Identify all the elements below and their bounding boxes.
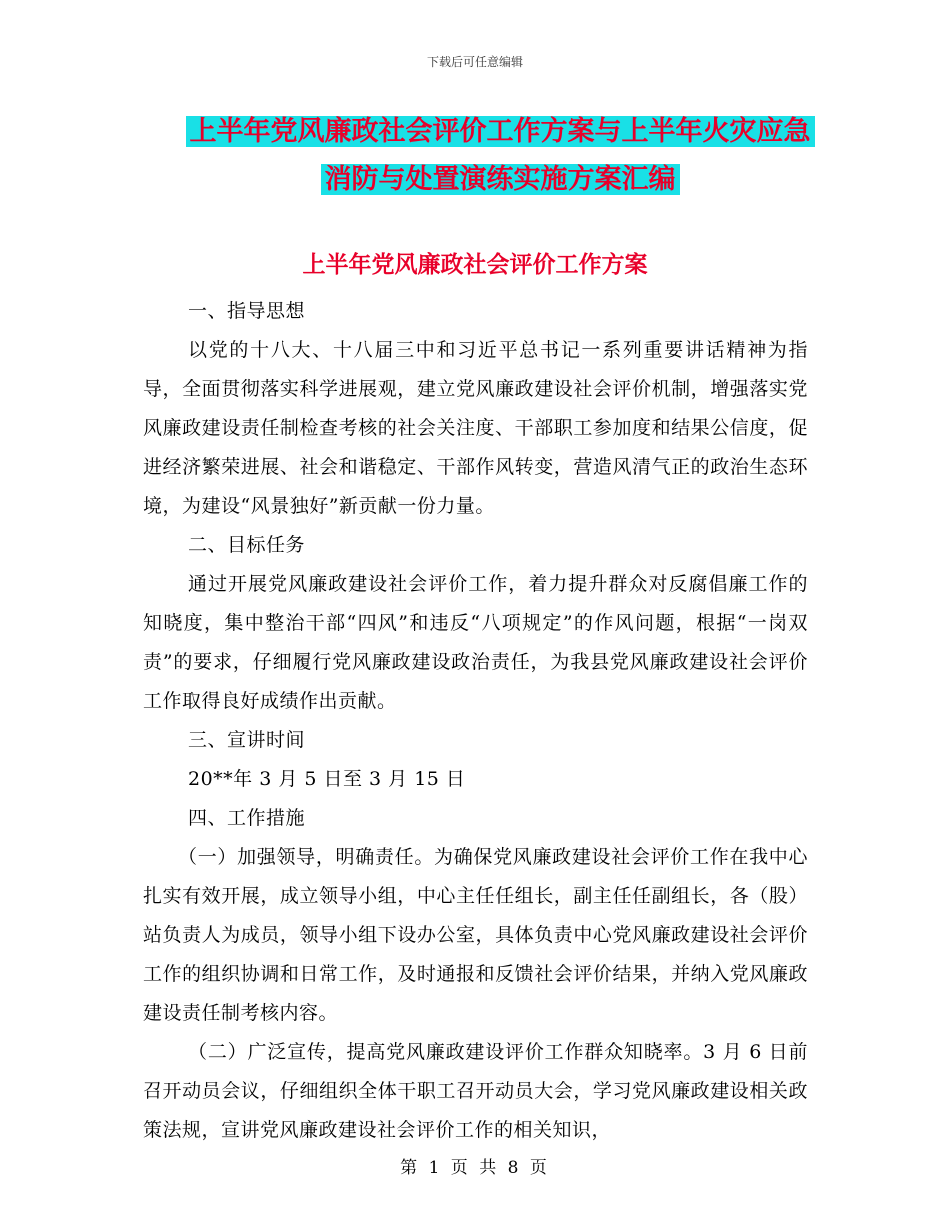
page-header-note: 下载后可任意编辑 <box>426 55 523 69</box>
document-body <box>143 292 808 1150</box>
paragraph-schedule: 20**年 3 月 5 日至 3 月 15 日 <box>188 768 466 790</box>
document-title-line-2: 消防与处置演练实施方案汇编 <box>321 164 680 195</box>
page-number-footer: 第 1 页 共 8 页 <box>400 1158 550 1178</box>
paragraph-guiding-thought: 以党的十八大、十八届三中和习近平总书记一系列重要讲话精神为指导，全面贯彻落实科学进展观，建立党风廉政建设社会评价机制，增强落实党风廉政建设责任制检查考核的社会关注度、干部职工参加度和结果公信度，促进经济繁荣进展、社会和谐稳定、干部作风转变，营造风清气正的政治生态环境，为建设“风景独好”新贡献一份力量。 <box>143 339 808 517</box>
heading-schedule: 三、宣讲时间 <box>188 729 306 751</box>
heading-measures: 四、工作措施 <box>188 807 306 829</box>
heading-goals-tasks: 二、目标任务 <box>188 534 306 556</box>
heading-guiding-thought: 一、指导思想 <box>188 300 306 322</box>
paragraph-measure-2: （二）广泛宣传，提高党风廉政建设评价工作群众知晓率。3 月 6 日前召开动员会议，仔细组织全体干职工召开动员大会，学习党风廉政建设相关政策法规，宣讲党风廉政建设社会评价工作的相关知识， <box>143 1041 808 1141</box>
section-title: 上半年党风廉政社会评价工作方案 <box>302 252 648 278</box>
document-title-line-1: 上半年党风廉政社会评价工作方案与上半年火灾应急 <box>186 116 815 147</box>
document-title <box>140 108 860 204</box>
paragraph-measure-1: （一）加强领导，明确责任。为确保党风廉政建设社会评价工作在我中心扎实有效开展，成立领导小组，中心主任任组长，副主任任副组长，各（股）站负责人为成员，领导小组下设办公室，具体负责中心党风廉政建设社会评价工作的组织协调和日常工作，及时通报和反馈社会评价结果，并纳入党风廉政建设责任制考核内容。 <box>143 846 808 1024</box>
paragraph-goals-tasks: 通过开展党风廉政建设社会评价工作，着力提升群众对反腐倡廉工作的知晓度，集中整治干部“四风”和违反“八项规定”的作风问题，根据“一岗双责”的要求，仔细履行党风廉政建设政治责任，为我县党风廉政建设社会评价工作取得良好成绩作出贡献。 <box>143 573 808 712</box>
